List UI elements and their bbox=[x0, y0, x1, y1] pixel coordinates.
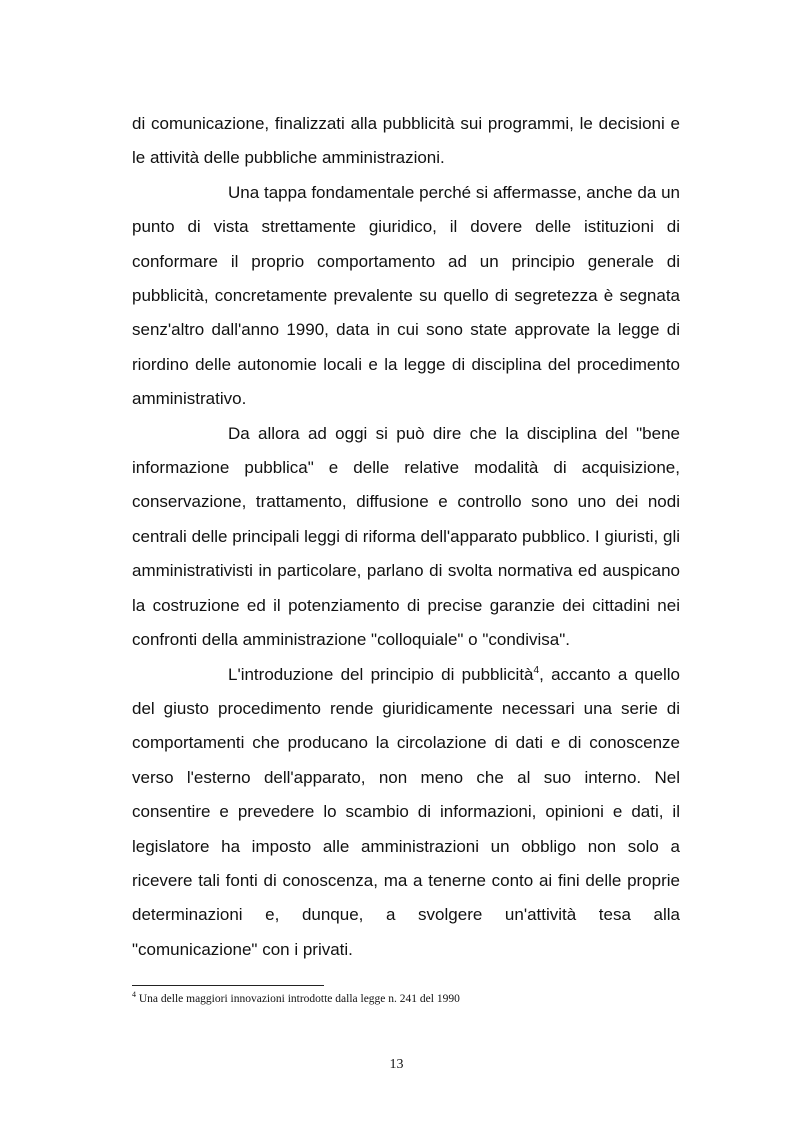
paragraph-4 bbox=[132, 658, 680, 968]
footnote-number: 4 bbox=[132, 990, 136, 999]
footnote-reference[interactable]: 4 bbox=[533, 664, 540, 676]
footnote bbox=[132, 992, 692, 1007]
paragraph-2: Una tappa fondamentale perché si affermasse, anche da un punto di vista strettamente giuridico, il dovere delle istituzioni di conformare il proprio comportamento ad un principio generale di pubblicità, concretamente prevalente su quello di segretezza è segnata senz'altro dall'anno 1990, data in cui sono state approvate la legge di riordino delle autonomie locali e la legge di disciplina del procedimento amministrativo. bbox=[132, 182, 680, 409]
page-number: 13 bbox=[389, 1057, 404, 1072]
footnote-separator bbox=[132, 985, 324, 986]
paragraph-3: Da allora ad oggi si può dire che la disciplina del "bene informazione pubblica" e delle relative modalità di acquisizione, conservazione, trattamento, diffusione e controllo sono uno dei nodi centrali delle principali leggi di riforma dell'apparato pubblico. I giuristi, gli amministrativisti in particolare, parlano di svolta normativa ed auspicano la costruzione ed il potenziamento di precise garanzie dei cittadini nei confronti della amministrazione "colloquiale" o "condivisa". bbox=[132, 423, 680, 650]
footnote-text: Una delle maggiori innovazioni introdotte dalla legge n. 241 del 1990 bbox=[136, 993, 460, 1005]
paragraph-4-start: L'introduzione del principio di pubblicità bbox=[228, 664, 534, 684]
paragraph-4-rest: , accanto a quello del giusto procedimento rende giuridicamente necessari una serie di comportamenti che producano la circolazione di dati e di conoscenze verso l'esterno dell'apparato, non meno che al suo interno. Nel consentire e prevedere lo scambio di informazioni, opinioni e dati, il legislatore ha imposto alle amministrazioni un obbligo non solo a ricevere tali fonti di conoscenza, ma a tenerne conto ai fini delle proprie determinazioni e, dunque, a svolgere un'attività tesa alla "comunicazione" con i privati. bbox=[132, 664, 680, 959]
paragraph-1: di comunicazione, finalizzati alla pubblicità sui programmi, le decisioni e le attività delle pubbliche amministrazioni. bbox=[132, 114, 680, 168]
body-text bbox=[132, 107, 680, 967]
